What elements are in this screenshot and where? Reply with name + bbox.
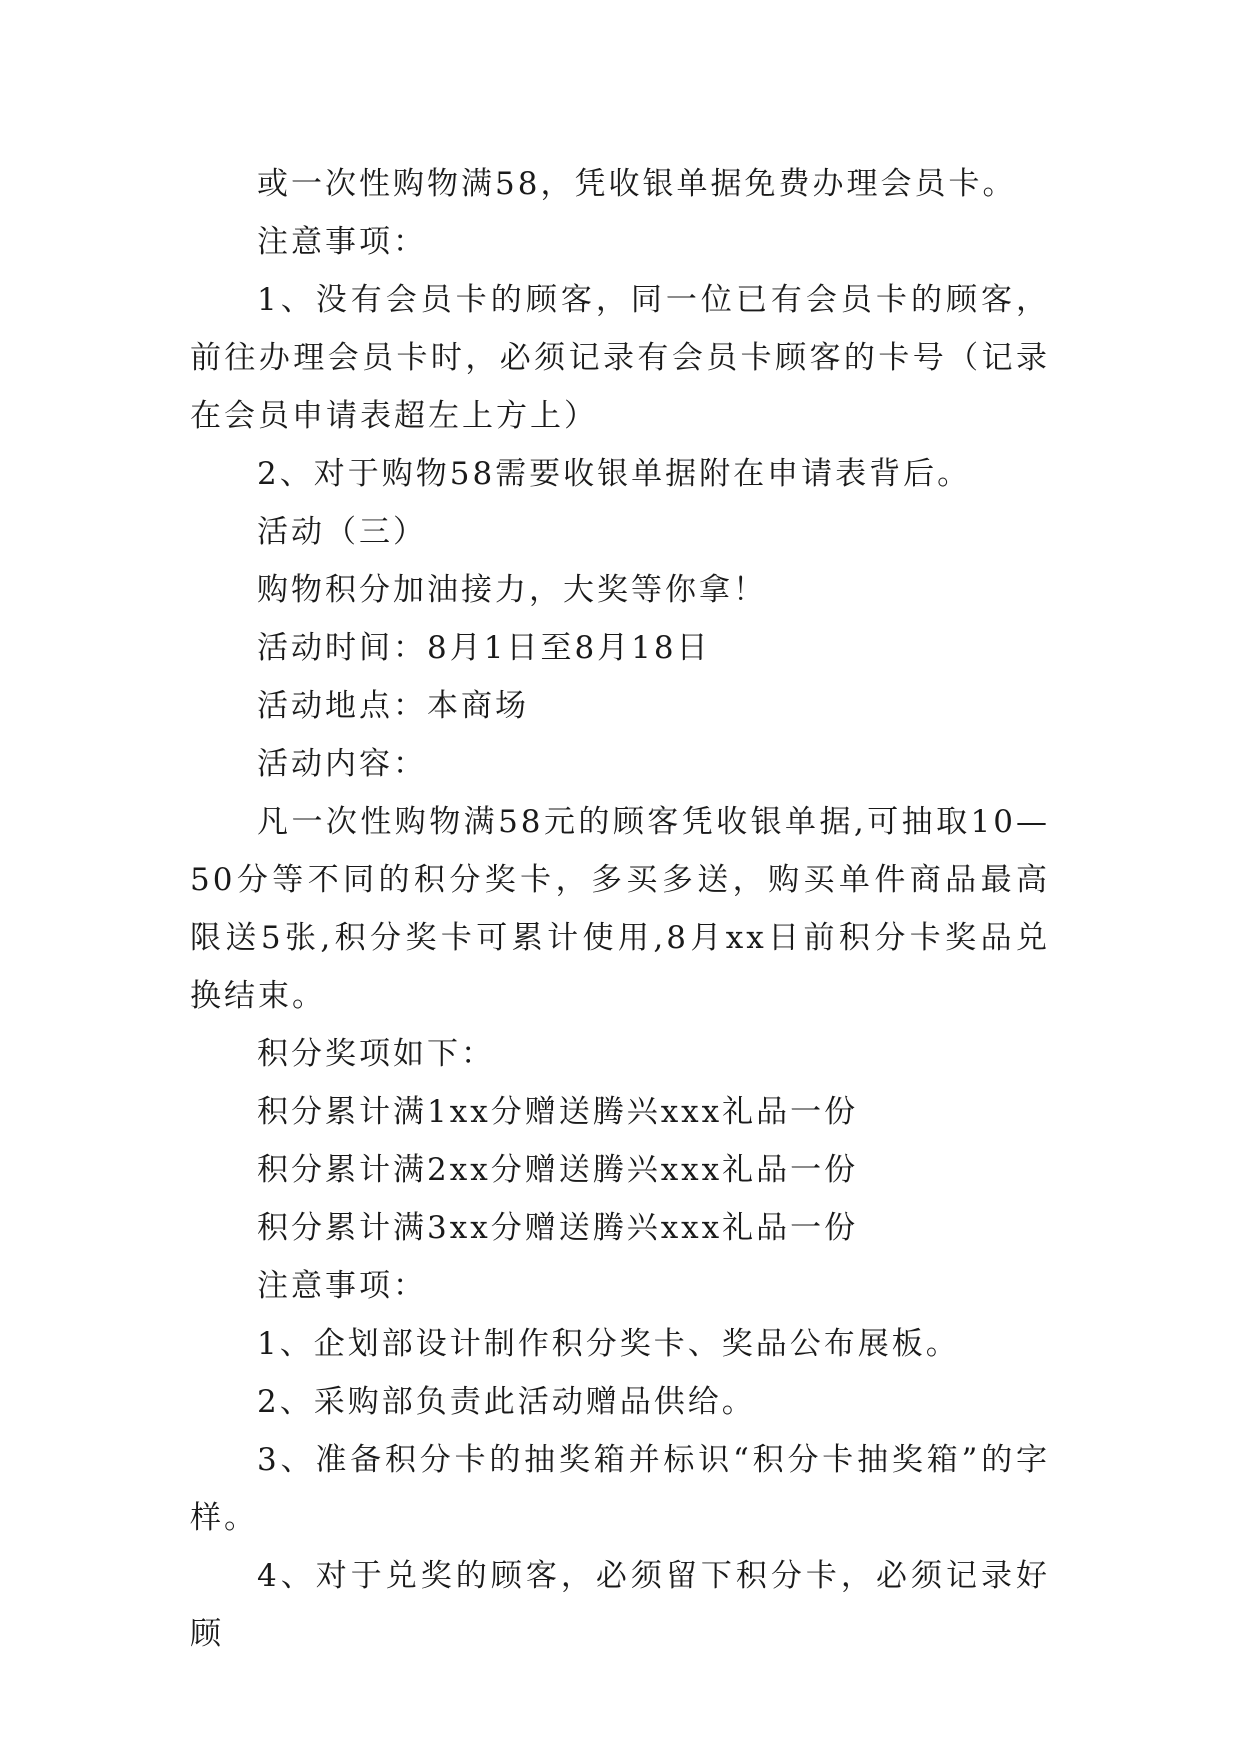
prize-list-heading: 积分奖项如下： (257, 1036, 495, 1072)
prize-item-2: 积分累计满2xx分赠送腾兴xxx礼品一份 (257, 1152, 859, 1188)
note2-item-4: 4、对于兑奖的顾客，必须留下积分卡，必须记录好顾 (190, 1558, 1050, 1652)
note-item-1: 1、没有会员卡的顾客，同一位已有会员卡的顾客，前往办理会员卡时，必须记录有会员卡顾客的卡号（记录在会员申请表超左上方上） (190, 282, 1050, 434)
activity-content-heading: 活动内容： (257, 746, 427, 782)
note-item-2: 2、对于购物58需要收银单据附在申请表背后。 (257, 456, 972, 492)
note2-item-3: 3、准备积分卡的抽奖箱并标识“积分卡抽奖箱”的字样。 (190, 1442, 1050, 1536)
prize-item-1: 积分累计满1xx分赠送腾兴xxx礼品一份 (257, 1094, 859, 1130)
prize-item-3: 积分累计满3xx分赠送腾兴xxx礼品一份 (257, 1210, 859, 1246)
heading-notes-2: 注意事项： (257, 1268, 427, 1304)
activity-content-body: 凡一次性购物满58元的顾客凭收银单据,可抽取10—50分等不同的积分奖卡，多买多送，购买单件商品最高限送5张,积分奖卡可累计使用,8月xx日前积分卡奖品兑换结束。 (190, 804, 1050, 1014)
paragraph-membership-condition: 或一次性购物满58，凭收银单据免费办理会员卡。 (257, 166, 1017, 202)
note2-item-1: 1、企划部设计制作积分奖卡、奖品公布展板。 (257, 1326, 960, 1362)
heading-notes-1: 注意事项： (257, 224, 427, 260)
note2-item-2: 2、采购部负责此活动赠品供给。 (257, 1384, 756, 1420)
activity-location: 活动地点：本商场 (257, 688, 529, 724)
activity-time: 活动时间：8月1日至8月18日 (257, 630, 711, 666)
activity-slogan: 购物积分加油接力，大奖等你拿！ (257, 572, 767, 608)
activity-three-heading: 活动（三） (257, 514, 427, 550)
document-body (190, 155, 1050, 1663)
